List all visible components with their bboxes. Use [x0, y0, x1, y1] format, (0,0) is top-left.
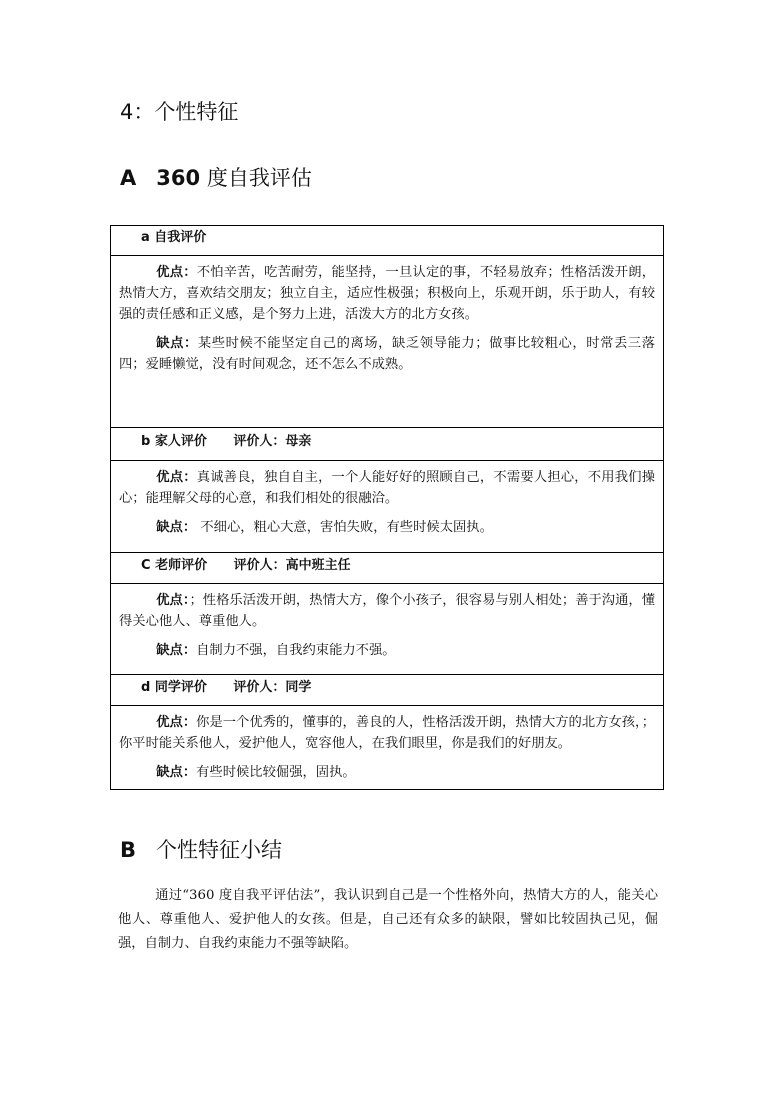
classmate-eval-header-row: [111, 675, 663, 706]
pros-label: 优点：: [156, 470, 197, 485]
teacher-eval-cons: [119, 640, 655, 661]
pros-text: 你是一个优秀的，懂事的，善良的人，性格活泼开朗，热情大方的北方女孩，；你平时能关系他人，爱护他人，宽容他人，在我们眼里，你是我们的好朋友。: [119, 715, 655, 751]
self-eval-header: a 自我评价: [141, 230, 207, 245]
evaluation-table: [110, 225, 664, 790]
cons-label: 缺点：: [156, 336, 198, 351]
cons-text: 自制力不强，自我约束能力不强。: [196, 643, 396, 658]
pros-text: 不怕辛苦，吃苦耐劳，能坚持，一旦认定的事，不轻易放弃；性格活泼开朗，热情大方，喜欢结交朋友；独立自主，适应性极强；积极向上，乐观开朗，乐于助人，有较强的责任感和正义感，是个努力上进，活泼大方的北方女孩。: [119, 265, 656, 322]
part-b-letter: B: [120, 838, 137, 862]
family-eval-body: [111, 461, 663, 553]
family-eval-header-row: [111, 428, 663, 461]
part-b-title: [120, 834, 282, 864]
self-eval-cons: [119, 333, 655, 375]
pros-label: 优点：: [156, 265, 197, 280]
family-eval-cons: [119, 517, 655, 538]
cons-text: 有些时候比较倔强，固执。: [196, 765, 356, 780]
classmate-eval-header: d 同学评价: [141, 680, 207, 695]
family-eval-pros: [119, 467, 655, 509]
pros-label: 优点：: [156, 715, 197, 730]
teacher-eval-pros: [119, 590, 655, 632]
cons-text: 不细心，粗心大意，害怕失败，有些时候太固执。: [196, 520, 493, 535]
cons-label: 缺点：: [156, 765, 197, 780]
section-title: 4：个性特征: [120, 100, 239, 124]
summary-paragraph: 通过“360 度自我平评估法”，我认识到自己是一个性格外向，热情大方的人，能关心他人、尊重他人、爱护他人的女孩。但是，自己还有众多的缺限，譬如比较固执己见，倔强，自制力、自我约束能力不强等缺陷。: [118, 888, 658, 951]
pros-text: ；性格乐活泼开朗，热情大方，像个小孩子，很容易与别人相处；善于沟通，懂得关心他人、尊重他人。: [119, 593, 656, 629]
classmate-eval-body: [111, 706, 663, 789]
self-eval-pros: [119, 262, 655, 325]
part-a-title: [120, 162, 312, 192]
classmate-eval-cons: [119, 762, 655, 783]
part-a-rest: 度自我评估: [200, 166, 312, 190]
cons-label: 缺点：: [156, 520, 197, 535]
pros-text: 真诚善良，独自自主，一个人能好好的照顾自己，不需要人担心，不用我们操心；能理解父母的心意，和我们相处的很融洽。: [119, 470, 656, 506]
self-eval-header-row: [111, 226, 663, 256]
part-a-number: 360: [156, 166, 201, 190]
teacher-eval-header-row: [111, 553, 663, 584]
part-b-rest: 个性特征小结: [156, 838, 283, 862]
teacher-eval-header: C 老师评价: [141, 558, 208, 573]
classmate-evaluator: 评价人：同学: [233, 680, 312, 695]
classmate-eval-pros: [119, 712, 655, 754]
family-eval-header: b 家人评价: [141, 434, 207, 449]
teacher-eval-body: [111, 584, 663, 675]
cons-label: 缺点：: [156, 643, 197, 658]
pros-label: 优点：: [156, 593, 190, 608]
self-eval-body: [111, 256, 663, 428]
family-evaluator: 评价人：母亲: [233, 434, 312, 449]
part-a-letter: A: [120, 166, 137, 190]
teacher-evaluator: 评价人：高中班主任: [233, 558, 351, 573]
cons-text: 某些时候不能坚定自己的离场，缺乏领导能力；做事比较粗心，时常丢三落四；爱睡懒觉，没有时间观念，还不怎么不成熟。: [119, 336, 656, 372]
